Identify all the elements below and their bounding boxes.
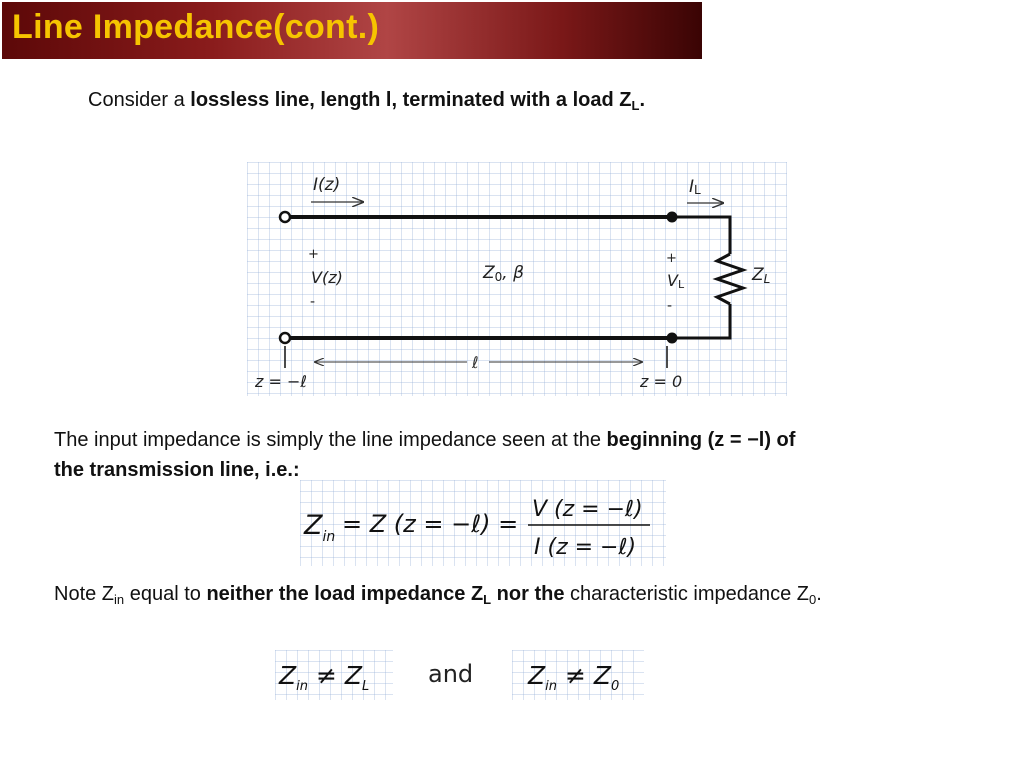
inequality-characteristic bbox=[512, 650, 644, 700]
input-terminal-top bbox=[280, 212, 290, 222]
input-terminal-bottom bbox=[280, 333, 290, 343]
input-impedance-text-line1: The input impedance is simply the line impedance seen at the beginning (z = −l) of bbox=[54, 429, 796, 451]
load-resistor bbox=[717, 254, 743, 304]
minus-sign-load: - bbox=[667, 298, 673, 314]
current-load-label: IL bbox=[689, 177, 701, 197]
eq-numerator: V (z = −ℓ) bbox=[532, 497, 643, 522]
intro-text bbox=[88, 88, 645, 112]
eq-middle: = Z (z = −ℓ) = bbox=[342, 510, 519, 538]
length-label: ℓ bbox=[472, 353, 479, 372]
minus-sign-input: - bbox=[310, 294, 316, 310]
load-impedance-label: ZL bbox=[752, 265, 771, 286]
load-wire bbox=[672, 217, 730, 254]
current-z-label: I(z) bbox=[313, 175, 341, 195]
plus-sign-load: + bbox=[666, 251, 677, 266]
svg-text:Zin ≠ ZL: $Z_{in} \ne Z_L$ bbox=[279, 661, 370, 694]
and-word: and bbox=[428, 660, 474, 688]
inequality-load bbox=[275, 650, 393, 700]
title-banner bbox=[2, 2, 702, 59]
plus-sign-input: + bbox=[308, 247, 319, 262]
voltage-load-label: VL bbox=[667, 271, 685, 291]
eq-zin: $Z_{in}$ bbox=[304, 510, 336, 545]
load-node-bottom bbox=[667, 333, 678, 344]
load-node-top bbox=[667, 212, 678, 223]
svg-text:Zin ≠ Z0: $Z_{in} \ne Z_0$ bbox=[528, 661, 620, 694]
z-start-label: z = −ℓ bbox=[255, 372, 307, 391]
z-end-label: z = 0 bbox=[640, 372, 683, 391]
slide-title: Line Impedance(cont.) bbox=[12, 8, 380, 46]
intro-bold: lossless line, length l, terminated with a load $Z_L$. bbox=[190, 89, 645, 113]
intro-plain: Consider a bbox=[88, 89, 191, 111]
load-return-wire bbox=[672, 304, 730, 338]
eq-denominator: I (z = −ℓ) bbox=[534, 535, 637, 560]
transmission-line-diagram bbox=[247, 162, 787, 396]
input-impedance-text-line2: the transmission line, i.e.: bbox=[54, 459, 300, 481]
note-text: Note $Z_{in}$ equal to neither the load impedance $Z_L$ nor the characteristic impedance $Z_0$. bbox=[54, 583, 822, 607]
voltage-z-label: V(z) bbox=[311, 268, 343, 287]
line-params-label: Z0, β bbox=[483, 263, 524, 284]
input-impedance-equation bbox=[300, 480, 666, 566]
